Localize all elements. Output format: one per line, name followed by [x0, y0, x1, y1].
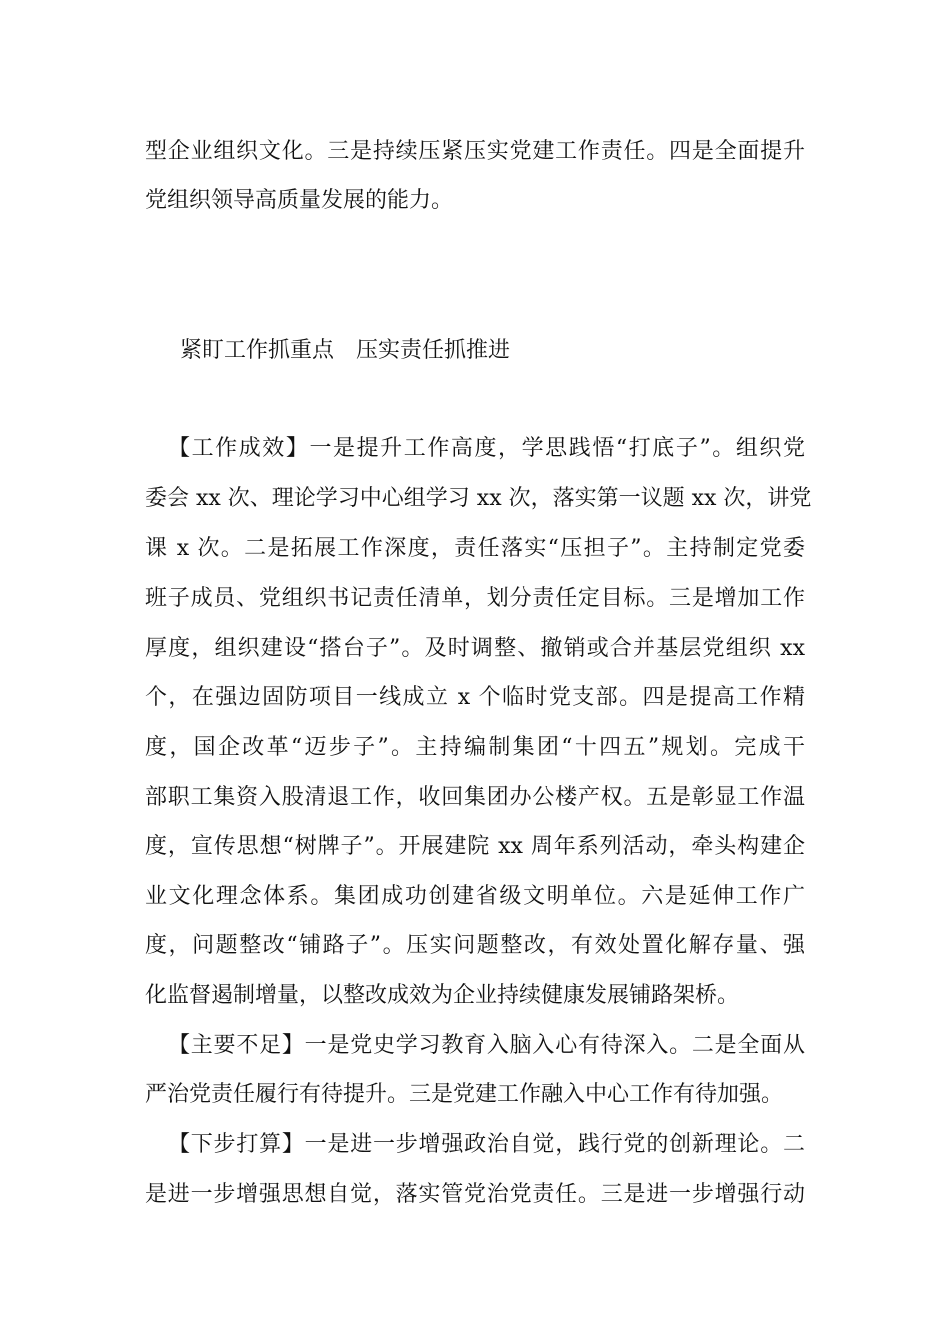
- plans-line-1: 【下步打算】一是进一步增强政治自觉，践行党的创新理论。二: [168, 1132, 805, 1157]
- achievements-line-12: 化监督遏制增量，以整改成效为企业持续健康发展铺路架桥。: [145, 983, 740, 1008]
- achievements-line-2: 委会 xx 次、理论学习中心组学习 xx 次，落实第一议题 xx 次，讲党: [145, 486, 812, 511]
- shortcomings-line-1: 【主要不足】一是党史学习教育入脑入心有待深入。二是全面从: [168, 1033, 805, 1058]
- achievements-line-5: 厚度，组织建设“搭台子”。及时调整、撤销或合并基层党组织 xx: [145, 636, 805, 661]
- achievements-line-6: 个，在强边固防项目一线成立 x 个临时党支部。四是提高工作精: [145, 685, 805, 710]
- achievements-line-11: 度，问题整改“铺路子”。压实问题整改，有效处置化解存量、强: [145, 933, 805, 958]
- achievements-line-10: 业文化理念体系。集团成功创建省级文明单位。六是延伸工作广: [145, 884, 805, 909]
- achievements-line-9: 度，宣传思想“树牌子”。开展建院 xx 周年系列活动，牵头构建企: [145, 834, 805, 859]
- section-title: 紧盯工作抓重点 压实责任抓推进: [180, 338, 511, 363]
- achievements-line-7: 度，国企改革“迈步子”。主持编制集团“十四五”规划。完成干: [145, 735, 805, 760]
- plans-line-2: 是进一步增强思想自觉，落实管党治党责任。三是进一步增强行动: [145, 1182, 805, 1207]
- achievements-line-4: 班子成员、党组织书记责任清单，划分责任定目标。三是增加工作: [145, 586, 805, 611]
- achievements-line-1: 【工作成效】一是提升工作高度，学思践悟“打底子”。组织党: [168, 436, 805, 461]
- intro-line-1: 型企业组织文化。三是持续压紧压实党建工作责任。四是全面提升: [145, 139, 805, 164]
- shortcomings-line-2: 严治党责任履行有待提升。三是党建工作融入中心工作有待加强。: [145, 1082, 784, 1107]
- intro-line-2: 党组织领导高质量发展的能力。: [145, 188, 454, 213]
- achievements-line-8: 部职工集资入股清退工作，收回集团办公楼产权。五是彰显工作温: [145, 785, 805, 810]
- achievements-line-3: 课 x 次。二是拓展工作深度，责任落实“压担子”。主持制定党委: [145, 536, 805, 561]
